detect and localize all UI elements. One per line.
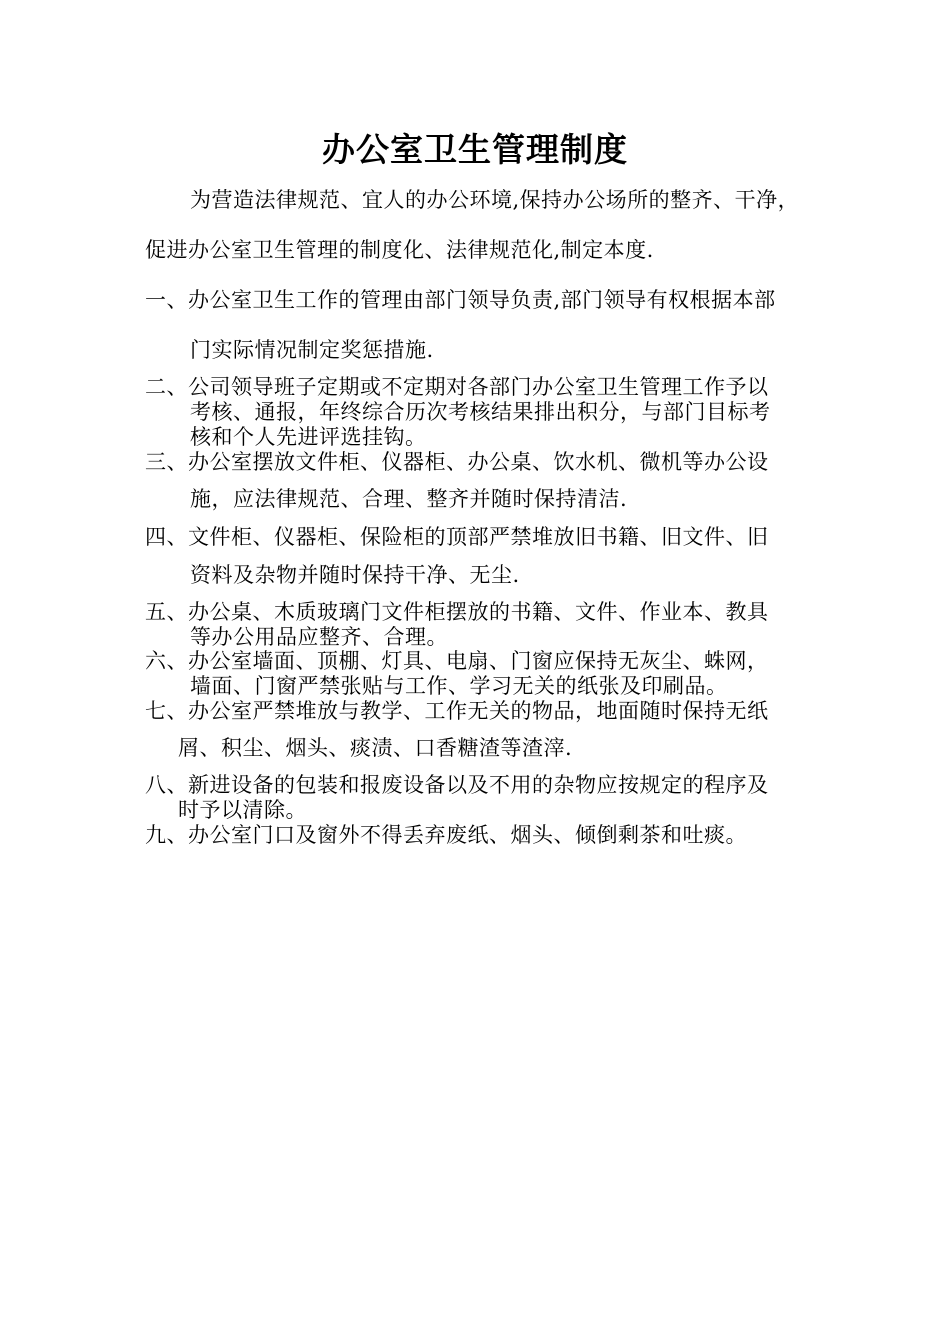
- intro-line-1: 为营造法律规范、宜人的办公环境,保持办公场所的整齐、干净，: [190, 188, 800, 212]
- rule-8-line-1: 八、新进设备的包装和报废设备以及不用的杂物应按规定的程序及: [145, 773, 769, 797]
- rule-8-line-2: 时予以清除。: [178, 798, 307, 822]
- rule-2-line-2: 考核、通报，年终综合历次考核结果排出积分，与部门目标考: [190, 400, 771, 424]
- rule-2-line-1: 二、公司领导班子定期或不定期对各部门办公室卫生管理工作予以: [145, 375, 769, 399]
- rule-4-line-1: 四、文件柜、仪器柜、保险柜的顶部严禁堆放旧书籍、旧文件、旧: [145, 525, 769, 549]
- rule-7-line-2: 屑、积尘、烟头、痰渍、口香糖渣等渣滓.: [178, 736, 573, 760]
- intro-line-2: 促进办公室卫生管理的制度化、法律规范化,制定本度.: [145, 238, 654, 262]
- rule-2-line-3: 核和个人先进评选挂钩。: [190, 425, 427, 449]
- rule-5-line-1: 五、办公桌、木质玻璃门文件柜摆放的书籍、文件、作业本、教具: [145, 600, 769, 624]
- rule-3-line-2: 施，应法律规范、合理、整齐并随时保持清洁.: [190, 487, 628, 511]
- rule-1-line-1: 一、办公室卫生工作的管理由部门领导负责,部门领导有权根据本部: [145, 288, 776, 312]
- rule-6-line-1: 六、办公室墙面、顶棚、灯具、电扇、门窗应保持无灰尘、蛛网，: [145, 649, 769, 673]
- rule-1-line-2: 门实际情况制定奖惩措施.: [190, 338, 434, 362]
- rule-3-line-1: 三、办公室摆放文件柜、仪器柜、办公桌、饮水机、微机等办公设: [145, 450, 769, 474]
- rule-5-line-2: 等办公用品应整齐、合理。: [190, 625, 448, 649]
- rule-7-line-1: 七、办公室严禁堆放与教学、工作无关的物品，地面随时保持无纸: [145, 699, 769, 723]
- rule-9-line-1: 九、办公室门口及窗外不得丢弃废纸、烟头、倾倒剩茶和吐痰。: [145, 823, 747, 847]
- rule-6-line-2: 墙面、门窗严禁张贴与工作、学习无关的纸张及印刷品。: [190, 674, 728, 698]
- document-title: 办公室卫生管理制度: [322, 130, 628, 169]
- rule-4-line-2: 资料及杂物并随时保持干净、无尘.: [190, 563, 520, 587]
